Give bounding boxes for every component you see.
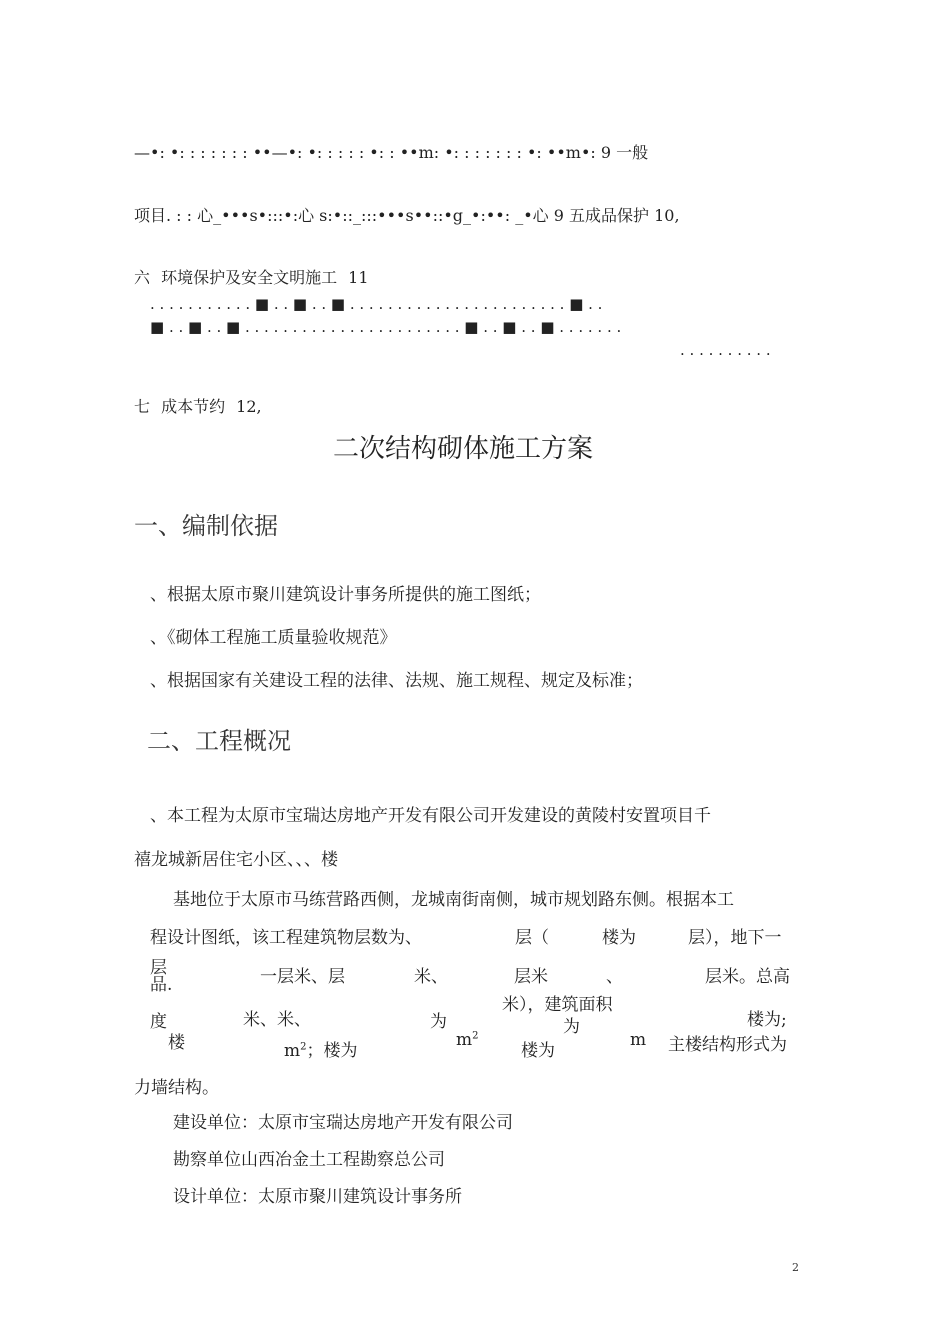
overview-para-2-line-5-g: 主楼结构形式为 [668,1035,787,1055]
toc-leader-dots-3: . . . . . . . . . . [680,341,771,359]
toc-line-1: —•: •: : : : : : : ••—•: •: : : : : •: : ••m: •: : : : : : : •: ••m•: 9 一般 [134,143,649,162]
overview-para-2-line-1: 基地位于太原市马练营路西侧，龙城南街南侧，城市规划路东侧。根据本工 [173,890,734,910]
overview-para-2-line-3-b: 一层米、层 [260,967,345,987]
toc-line-3-text: 六 环境保护及安全文明施工 11 [134,268,369,287]
overview-para-2-line-4-c: 为 [430,1012,447,1032]
survey-unit: 勘察单位山西冶金土工程勘察总公司 [173,1150,445,1170]
section-1-item-2: 、《砌体工程施工质量验收规范》 [150,628,397,648]
overview-para-2-line-3-c: 米、 [414,967,448,987]
overview-para-2-line-3-f: 层米。总高 [705,967,790,987]
overview-para-2-line-5-a: 楼 [168,1033,185,1053]
section-1-heading: 一、编制依据 [134,512,278,540]
toc-line-4: 七 成本节约 12, [134,397,262,416]
overview-para-2-line-4-a: 度 [150,1012,167,1032]
toc-line-2: 项目. : : 心_•••s•:::•:心 s:•::_:::•••s••::•g_•:••: _•心 9 五成品保护 10, [134,206,680,225]
overview-para-2-line-2-a: 程设计图纸，该工程建筑物层数为、 [150,928,422,948]
unit-m: m [284,1041,301,1061]
overview-para-2-line-5-f: m [630,1030,647,1050]
design-unit: 设计单位：太原市聚川建筑设计事务所 [173,1187,462,1207]
unit-m-superscript: 2 [300,1041,307,1053]
section-1-item-3: 、根据国家有关建设工程的法律、法规、施工规程、规定及标准； [150,671,643,691]
overview-para-2-line-3-a2: 品. [150,975,173,995]
toc-leader-dots-2: ■ . . ■ . . ■ . . . . . . . . . . . . . . . . . . . . . . . ■ . . ■ . . ■ . . . . . . . [150,318,622,336]
section-2-heading: 二、工程概况 [147,727,291,755]
overview-para-2-line-3-d: 层米 [514,967,548,987]
overview-para-2-line-4-d: 米），建筑面积 [502,995,613,1015]
overview-para-2-line-5-e: 楼为 [521,1041,555,1061]
unit-m-2-superscript: 2 [472,1030,479,1042]
toc-line-3 [134,265,369,288]
overview-para-2-line-5-b [284,1036,358,1061]
toc-leader-dots-1: . . . . . . . . . . . ■ . . ■ . . ■ . . . . . . . . . . . . . . . . . . . . . . . ■ . . [150,295,603,313]
overview-para-1-line-2: 禧龙城新居住宅小区、、、楼 [134,850,338,870]
overview-para-2-line-3-e: 、 [606,967,623,987]
overview-para-2-line-5-d [456,1030,479,1050]
overview-para-2-line-2-b: 层（ [515,928,549,948]
page-number: 2 [792,1261,799,1274]
overview-para-1-line-1: 、本工程为太原市宝瑞达房地产开发有限公司开发建设的黄陵村安置项目千 [150,806,711,826]
overview-para-2-line-6: 力墙结构。 [134,1078,219,1098]
unit-m-2: m [456,1030,473,1050]
overview-para-2-line-5-c: ；楼为 [306,1041,358,1061]
section-1-item-1: 、根据太原市聚川建筑设计事务所提供的施工图纸； [150,585,541,605]
overview-para-2-line-4-e: 楼为; [747,1010,787,1030]
builder-unit: 建设单位：太原市宝瑞达房地产开发有限公司 [173,1113,513,1133]
document-title: 二次结构砌体施工方案 [333,434,594,464]
overview-para-2-line-3-a: 层 [150,958,167,978]
overview-para-2-line-2-d: 层），地下一 [688,928,782,948]
overview-para-2-line-4-d2: 为 [563,1017,580,1037]
overview-para-2-line-2-c: 楼为 [602,928,636,948]
overview-para-2-line-4-b: 米、米、 [243,1010,311,1030]
